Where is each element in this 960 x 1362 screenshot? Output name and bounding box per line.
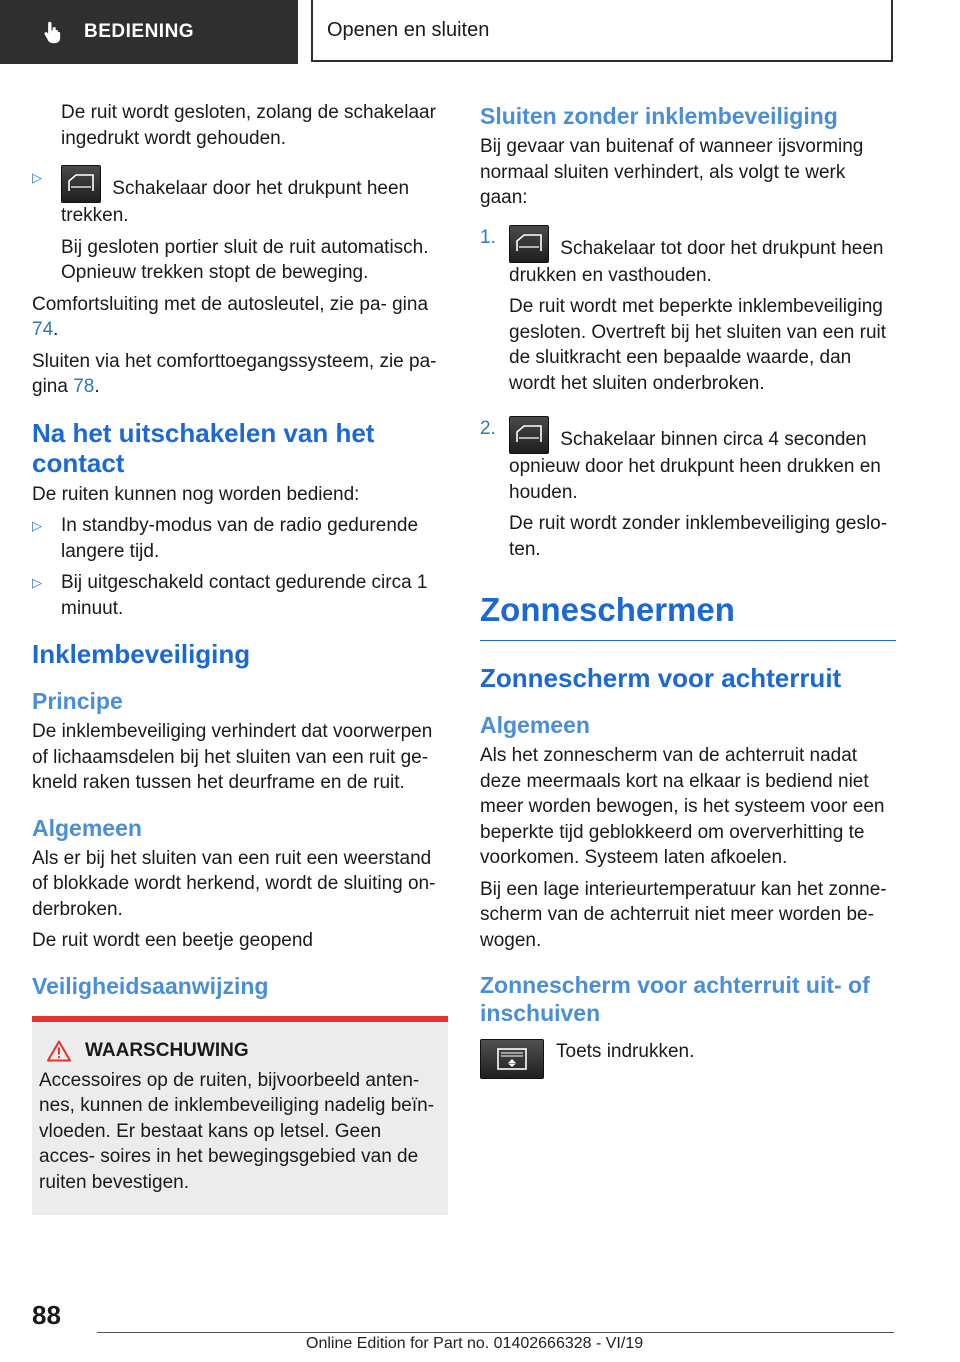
heading-general: Algemeen: [480, 712, 590, 738]
list-item: ▷ In standby-modus van de radio gedurende langere tijd.: [32, 513, 448, 564]
principle-text: De inklembeveiliging verhindert dat voorwerpen of lichaamsdelen bij het sluiten van een ruit ge- kneld raken tussen het deurframe en de ruit.: [32, 721, 433, 793]
close-without-intro: Bij gevaar van buitenaf of wanneer ijsvorming normaal sluiten verhindert, als volgt te werk gaan:: [480, 136, 864, 208]
warning-title: WAARSCHUWING: [85, 1039, 249, 1061]
page-link-74[interactable]: 74: [32, 319, 54, 340]
step-number: 1.: [480, 226, 496, 248]
heading-rear-window-shade: Zonnescherm voor achterruit: [480, 663, 842, 693]
pull-note: Bij gesloten portier sluit de ruit automatisch. Opnieuw trekken stopt de beweging.: [61, 236, 429, 283]
section-title: BEDIENING: [84, 21, 195, 42]
heading-principle: Principe: [32, 688, 123, 714]
window-switch-icon: [509, 416, 549, 454]
list-item: [32, 165, 448, 229]
hand-touch-icon: [40, 19, 66, 45]
left-column: [32, 100, 448, 1215]
chapter-tab: [311, 0, 893, 62]
general-text-2: De ruit wordt een beetje geopend: [32, 930, 313, 951]
edition-footer: Online Edition for Part no. 01402666328 - VI/19: [306, 1335, 644, 1352]
window-switch-icon: [509, 225, 549, 263]
warning-text: Accessoires op de ruiten, bijvoorbeeld anten- nes, kunnen de inklembeveiliging nadelig beïn- vloeden. Er bestaat kans op letsel. Geen acces- soires in het bewegingsgebied van de ruiten bevestigen.: [39, 1069, 435, 1193]
intro-text: De ruit wordt gesloten, zolang de schakelaar ingedrukt wordt gehouden.: [61, 102, 436, 149]
triangle-bullet-icon: ▷: [32, 575, 42, 590]
window-switch-icon: [61, 165, 101, 203]
list-item: ▷ Bij uitgeschakeld contact gedurende circa 1 minuut.: [32, 570, 448, 621]
comfort-access-text: Sluiten via het comforttoegangssysteem, zie pa- gina 78.: [32, 350, 437, 397]
after-off-intro: De ruiten kunnen nog worden bediend:: [32, 483, 360, 505]
chapter-title: Openen en sluiten: [327, 18, 490, 41]
press-button-text: Toets indrukken.: [556, 1041, 695, 1062]
right-column: [480, 100, 896, 1079]
shade-button-row: [480, 1039, 896, 1079]
heading-safety: Veiligheidsaanwijzing: [32, 972, 269, 999]
step-note: De ruit wordt met beperkte inklembeveiliging gesloten. Overtreft bij het sluiten van een ruit de sluitkracht een bepaalde waarde, dan wordt het sluiten onderbroken.: [509, 296, 887, 394]
heading-sunshades: Zonneschermen: [480, 590, 896, 641]
heading-close-without-protection: Sluiten zonder inklembeveiliging: [480, 103, 838, 129]
heading-extend-retract: Zonnescherm voor achterruit uit- of inschuiven: [480, 972, 870, 1026]
page-link-78[interactable]: 78: [73, 376, 95, 397]
shade-general-text: Als het zonnescherm van de achterruit nadat deze meermaals kort na elkaar is bediend niet meer worden bewogen, is het systeem voor een beperkte tijd geblokkeerd om oververhitting te voorkomen. Systeem laten afkoelen.: [480, 745, 885, 868]
triangle-bullet-icon: ▷: [32, 518, 42, 533]
general-text: Als er bij het sluiten van een ruit een weerstand of blokkade wordt herkend, wordt de sluiting on- derbroken.: [32, 847, 436, 920]
section-tab: [0, 0, 298, 64]
step-action: Schakelaar tot door het drukpunt heen drukken en vasthouden.: [509, 237, 884, 286]
heading-after-ignition-off: Na het uitschakelen van het contact: [32, 417, 375, 478]
sunshade-button-icon: [480, 1039, 544, 1079]
step-number: 2.: [480, 418, 496, 439]
pull-switch-text: Schakelaar door het drukpunt heen trekken.: [61, 178, 410, 226]
shade-general-text-2: Bij een lage interieurtemperatuur kan het zonne- scherm van de achterruit niet meer worden be- wogen.: [480, 878, 887, 951]
step-action: Schakelaar binnen circa 4 seconden opnieuw door het drukpunt heen drukken en houden.: [509, 429, 881, 503]
warning-triangle-icon: [47, 1040, 71, 1062]
heading-general: Algemeen: [32, 814, 142, 841]
triangle-bullet-icon: ▷: [32, 170, 42, 185]
footer-divider: [97, 1332, 894, 1333]
page-number: 88: [32, 1300, 61, 1330]
heading-pinch-protection: Inklembeveiliging: [32, 639, 251, 669]
warning-box: [32, 1016, 448, 1216]
comfort-closing-text: Comfortsluiting met de autosleutel, zie pa- gina 74.: [32, 293, 429, 340]
step-note: De ruit wordt zonder inklembeveiliging geslo- ten.: [509, 513, 888, 560]
step-1: [480, 225, 896, 403]
step-2: [480, 416, 896, 568]
